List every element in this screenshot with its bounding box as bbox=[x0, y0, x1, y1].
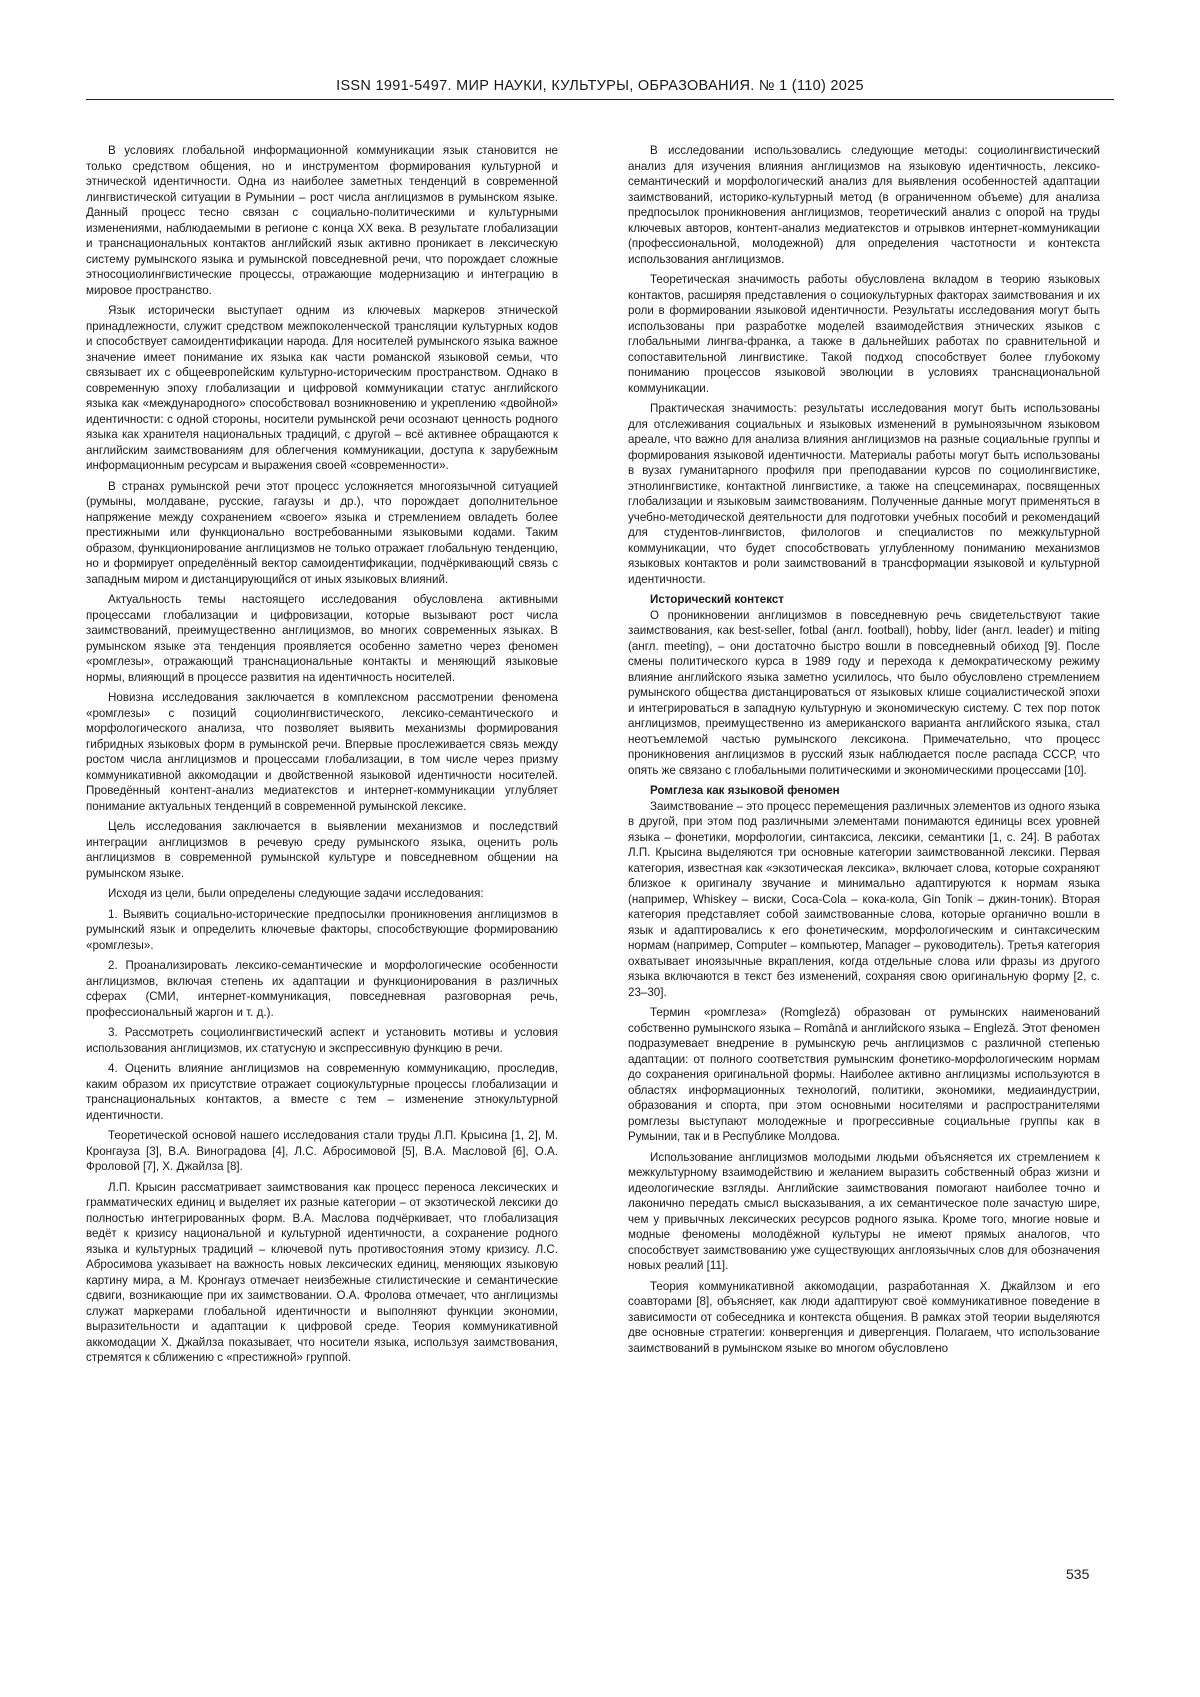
paragraph: Актуальность темы настоящего исследования обусловлена активными процессами глобализации и цифровизации, которые вызывают рост числа заимствований, преимущественно англицизмов, во многих современных языках. В румынском языке эта тенденция проявляется особенно заметно через феномен «ромглезы», отражающий транснациональные контакты и меняющий языковые нормы, влияющий в процессе развития на идентичность носителей. bbox=[86, 593, 558, 684]
page-number: 535 bbox=[1066, 1566, 1090, 1582]
paragraph: Цель исследования заключается в выявлении механизмов и последствий интеграции англицизмов в речевую среду румынского языка, оценить роль англицизмов в современной румынской культуре и повседневном общении на румынском языке. bbox=[86, 820, 558, 880]
paragraph: 3. Рассмотреть социолингвистический аспект и установить мотивы и условия использования англицизмов, их статусную и экспрессивную функцию в речи. bbox=[86, 1026, 558, 1055]
paragraph: Использование англицизмов молодыми людьми объясняется их стремлением к межкультурному взаимодействию и желанием выразить собственный образ жизни и идеологические взгляды. Английские заимствования помогают наиболее точно и лаконично передать смысл высказывания, а их семантическое поле зачастую шире, чем у привычных лексических ресурсов родного языка. Кроме того, многие новые и модные феномены молодёжной культуры не имеют прямых аналогов, что способствует заимствованию уже существующих англоязычных слов для обозначения новых реалий [11]. bbox=[628, 1150, 1100, 1272]
section-heading: Ромглеза как языковой феномен bbox=[650, 784, 840, 797]
paragraph: Теоретическая значимость работы обусловлена вкладом в теорию языковых контактов, расширяя представления о социокультурных факторах заимствования и их роли в формировании языковой идентичности. Результаты исследования могут быть использованы при разработке моделей взаимодействия этнических языков с глобальными лингва-франка, а также в дальнейших работах по сравнительной и сопоставительной лингвистике. Такой подход способствует более глубокому пониманию процессов языковой эволюции в условиях транснациональной коммуникации. bbox=[628, 273, 1100, 395]
paragraph: Новизна исследования заключается в комплексном рассмотрении феномена «ромглезы» с позиций социолингвистического, лексико-семантического и морфологического анализа, что позволяет выявить механизмы формирования гибридных языковых форм в румынской речи. Впервые прослеживается связь между ростом числа англицизмов и процессами глобализации, в том числе через призму коммуникативной аккомодации и двойственной языковой идентичности носителей. Проведённый контент-анализ медиатекстов и интернет-коммуникации углубляет понимание актуальных тенденций в современной румынской лексике. bbox=[86, 691, 558, 813]
paragraph: Л.П. Крысин рассматривает заимствования как процесс переноса лексических и грамматических единиц и выделяет их разные категории – от экзотической лексики до полностью интегрированных форм. В.А. Маслова подчёркивает, что глобализация ведёт к кризису национальной и культурной идентичности, а сохранение родного языка и культурных традиций – ключевой путь противостояния этому кризису. Л.С. Абросимова указывает на важность новых лексических единиц, меняющих языковую картину мира, а М. Кронгауз отмечает неизбежные стилистические и семантические сдвиги, возникающие при их заимствовании. О.А. Фролова отмечает, что англицизмы служат маркерами глобальной идентичности и выполняют функции экономии, выразительности и адаптации к цифровой среде. Теория коммуникативной аккомодации Х. Джайлза показывает, что носители языка, используя заимствования, стремятся к сближению с «престижной» группой. bbox=[86, 1180, 558, 1364]
paragraph: Исходя из цели, были определены следующие задачи исследования: bbox=[108, 887, 484, 900]
paragraph: Язык исторически выступает одним из ключевых маркеров этнической принадлежности, служит средством межпоколенческой трансляции культурных кодов и способствует самоидентификации народа. Для носителей румынского языка важное значение имеет понимание их языка как части романской языковой семьи, что связывает их с общеевропейским культурно-историческим пространством. Однако в современную эпоху глобализации и цифровой коммуникации статус английского языка как «международного» способствовал возникновению и укреплению «двойной» идентичности: с одной стороны, носители румынской речи осознают ценность родного языка как хранителя национальных традиций, с другой – всё активнее обращаются к английским заимствованиям для облегчения коммуникации, доступа к зарубежным информационным ресурсам и выражения своей «современности». bbox=[86, 304, 558, 472]
right-column bbox=[628, 143, 1100, 1361]
paragraph: 4. Оценить влияние англицизмов на современную коммуникацию, проследив, каким образом их присутствие отражает социокультурные процессы глобализации и транснациональных контактов, а вместе с тем – изменение этнокультурной идентичности. bbox=[86, 1062, 558, 1122]
paragraph: В исследовании использовались следующие методы: социолингвистический анализ для изучения влияния англицизмов на языковую идентичность, лексико-семантический и морфологический анализ для выявления особенностей адаптации заимствований, историко-культурный метод (в ограниченном объеме) для анализа предпосылок проникновения англицизмов, теоретический анализ с опорой на труды ключевых авторов, контент-анализ медиатекстов и отрывков интернет-коммуникации (профессиональной, молодежной) для определения частотности и контекста использования англицизмов. bbox=[628, 144, 1100, 266]
paragraph: Теоретической основой нашего исследования стали труды Л.П. Крысина [1, 2], М. Кронгауза [3], В.А. Виноградова [4], Л.С. Абросимовой [5], В.А. Масловой [6], О.А. Фроловой [7], Х. Джайлза [8]. bbox=[86, 1129, 558, 1173]
paragraph: В условиях глобальной информационной коммуникации язык становится не только средством общения, но и инструментом формирования культурной и этнической идентичности. Одна из наиболее заметных тенденций в современной лингвистической ситуации в Румынии – рост числа англицизмов в румынском языке. Данный процесс тесно связан с социально-политическими и культурными изменениями, наблюдаемыми в регионе с конца XX века. В результате глобализации и транснациональных контактов английский язык активно проникает в лексическую систему румынского языка и румынской повседневной речи, что порождает сложные этносоциолингвистические процессы, отражающие модернизацию и интеграцию в мировое пространство. bbox=[86, 144, 558, 297]
section-heading: Исторический контекст bbox=[650, 593, 784, 606]
paragraph: Теория коммуникативной аккомодации, разработанная Х. Джайлзом и его соавторами [8], объясняет, как люди адаптируют своё коммуникативное поведение в зависимости от собеседника и контекста общения. В рамках этой теории выделяются две основные стратегии: конвергенция и дивергенция. Полагаем, что использование заимствований в румынском языке во многом обусловлено bbox=[628, 1279, 1100, 1355]
paragraph: 2. Проанализировать лексико-семантические и морфологические особенности англицизмов, включая степень их адаптации и функционирования в различных сферах (СМИ, интернет-коммуникация, повседневная разговорная речь, профессиональный жаргон и т. д.). bbox=[86, 959, 558, 1019]
paragraph: Практическая значимость: результаты исследования могут быть использованы для отслеживания социальных и языковых изменений в румыноязычном языковом ареале, что важно для анализа влияния англицизмов на разные социальные группы и формирования языковой идентичности. Материалы работы могут быть использованы в вузах гуманитарного профиля при преподавании курсов по социолингвистике, этнолингвистике, контактной лингвистике, а также на спецсеминарах, посвященных глобализации и языковым заимствованиям. Полученные данные могут применяться в учебно-методической деятельности для подготовки учебных пособий и рекомендаций для студентов-лингвистов, филологов и специалистов по межкультурной коммуникации, что будет способствовать углубленному пониманию механизмов языковых контактов и роли заимствований в трансформации языковой и культурной идентичности. bbox=[628, 402, 1100, 586]
paragraph: 1. Выявить социально-исторические предпосылки проникновения англицизмов в румынский язык и определить ключевые факторы, способствующие формированию «ромглезы». bbox=[86, 907, 558, 952]
journal-header: ISSN 1991-5497. МИР НАУКИ, КУЛЬТУРЫ, ОБРАЗОВАНИЯ. № 1 (110) 2025 bbox=[86, 78, 1114, 100]
left-column bbox=[86, 143, 558, 1371]
paragraph: О проникновении англицизмов в повседневную речь свидетельствуют такие заимствования, как best-seller, fotbal (англ. football), hobby, lider (англ. leader) и miting (англ. meeting), – они достаточно быстро вошли в повседневный обиход [9]. После смены политического курса в 1989 году и перехода к демократическому режиму влияние английского языка заметно усилилось, что было обусловлено стремлением румынского общества дистанцироваться от языковых клише социалистической эпохи и интегрироваться в западную культурную и экономическую систему. С тех пор поток англицизмов, преимущественно из американского варианта английского языка, стал неотъемлемой частью румынского лексикона. Примечательно, что процесс проникновения англицизмов в русский язык наблюдается после распада СССР, что опять же связано с глобальными политическими и экономическими процессами [10]. bbox=[628, 608, 1100, 777]
paragraph: Заимствование – это процесс перемещения различных элементов из одного языка в другой, при этом под различными элементами понимаются единицы всех уровней языка – фонетики, морфологии, синтаксиса, лексики, семантики [1, с. 24]. В работах Л.П. Крысина выделяются три основные категории заимствованной лексики. Первая категория, известная как «экзотическая лексика», включает слова, которые сохраняют близкое к оригиналу звучание и минимально адаптируются к нормам языка (например, Whiskey – виски, Coca-Cola – кока-кола, Gin Tonik – джин-тоник). Вторая категория представляет собой заимствованные слова, которые органично вошли в язык и адаптировались к его фонетическим, морфологическим и синтаксическим нормам (например, Computer – компьютер, Manager – руководитель). Третья категория охватывает иноязычные вкрапления, когда отдельные слова или фразы из другого языка включаются в текст без изменений, сохраняя свою оригинальную форму [2, с. 23–30]. bbox=[628, 799, 1100, 999]
paragraph: Термин «ромглеза» (Romgleză) образован от румынских наименований собственно румынского языка – Română и английского языка – Engleză. Этот феномен подразумевает внедрение в румынскую речь англицизмов с различной степенью адаптации: от полного соответствия румынским фонетико-морфологическим нормам до сохранения оригинальной формы. Наиболее активно англицизмы используются в областях информационных технологий, политики, экономики, медиаиндустрии, образования и спорта, при этом основными носителями и распространителями ромглезы выступают молодежные и прогрессивные социальные группы как в Румынии, так и в Республике Молдова. bbox=[628, 1006, 1100, 1143]
paragraph: В странах румынской речи этот процесс усложняется многоязычной ситуацией (румыны, молдаване, русские, гагаузы и др.), что порождает дополнительное напряжение между сохранением «своего» языка и стремлением овладеть более престижными или функционально востребованными языковыми кодами. Таким образом, функционирование англицизмов не только отражает глобальную тенденцию, но и формирует определённый вектор самоидентификации, подчёркивающий связь с западным миром и дистанцирующийся от иных языковых влияний. bbox=[86, 479, 558, 586]
